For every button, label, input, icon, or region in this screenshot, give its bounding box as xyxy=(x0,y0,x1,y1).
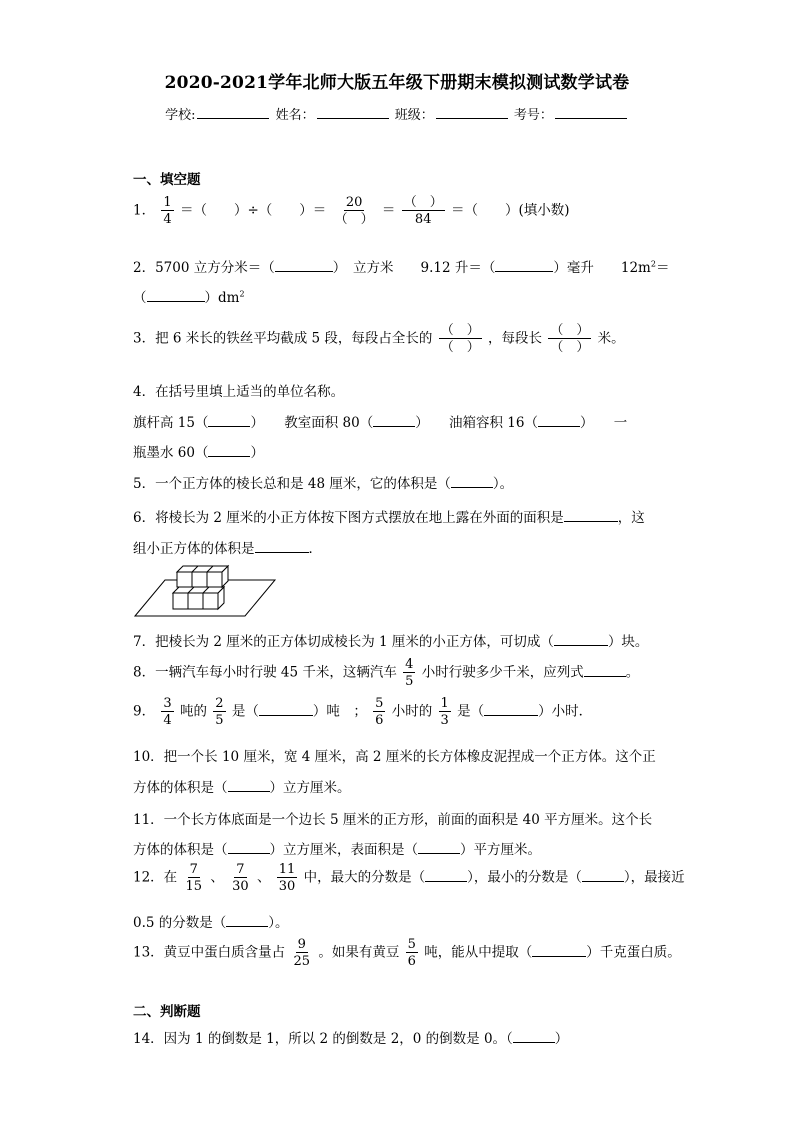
question-14 xyxy=(133,1027,568,1047)
question-2-cont xyxy=(133,286,245,306)
question-13 xyxy=(133,938,681,968)
q9-text-d: 小时的 xyxy=(391,703,433,720)
q2-superscript-2: 2 xyxy=(239,289,245,299)
q12-text-a: 12．在 xyxy=(133,869,178,886)
q5-text-b: ）。 xyxy=(492,476,514,492)
q4-item-4: ） 一 xyxy=(579,415,628,431)
q12-blank-3[interactable] xyxy=(226,914,268,927)
q4-blank-4[interactable] xyxy=(208,444,250,457)
q1-number: 1． xyxy=(133,202,156,219)
question-5 xyxy=(133,472,513,492)
q9-blank-2[interactable] xyxy=(484,703,538,716)
q13-text-a: 13．黄豆中蛋白质含量占 xyxy=(133,944,286,961)
q11-text-d: ）平方厘米。 xyxy=(460,842,541,858)
q2-text-e: ）dm xyxy=(204,290,240,306)
q2-blank-2[interactable] xyxy=(495,259,553,272)
q2-text-d: （ xyxy=(133,290,147,306)
question-4-items-cont xyxy=(133,441,264,461)
q12-fraction-3: $\frac{11}{30}$ xyxy=(278,862,296,894)
q3-text-c: 米。 xyxy=(597,330,625,347)
q6-text-c: 组小正方体的体积是 xyxy=(133,541,255,557)
question-8 xyxy=(133,658,639,688)
q1-text-1: ＝（ ）÷（ ）＝ xyxy=(179,202,327,219)
school-blank[interactable] xyxy=(197,106,269,119)
q4-item-3: ） 油箱容积 16（ xyxy=(415,415,538,431)
q9-fraction-3: $\frac{5}{6}$ xyxy=(375,696,384,728)
student-info-line xyxy=(0,104,794,123)
question-4: 4．在括号里填上适当的单位名称。 xyxy=(133,384,345,400)
q10-text-b: 方体的体积是（ xyxy=(133,780,228,796)
q3-text-b: ，每段长 xyxy=(488,330,543,347)
q9-text-a: 吨的 xyxy=(179,703,207,720)
question-12-cont xyxy=(133,911,289,931)
q2-text-c: ）毫升 12m xyxy=(553,260,651,276)
q4-blank-3[interactable] xyxy=(538,414,580,427)
q12-text-b: 中，最大的分数是（ xyxy=(303,869,426,886)
question-10: 10．把一个长 10 厘米，宽 4 厘米，高 2 厘米的长方体橡皮泥捏成一个正方体。这个正 xyxy=(133,749,656,765)
question-11-cont xyxy=(133,838,541,858)
q9-fraction-2: $\frac{2}{5}$ xyxy=(215,696,224,728)
q5-blank[interactable] xyxy=(451,475,493,488)
q14-blank[interactable] xyxy=(513,1030,555,1043)
q1-fraction-1: $\frac{1}{4}$ xyxy=(163,195,172,227)
q2-superscript-1: 2 xyxy=(650,259,656,269)
q8-text-c: 。 xyxy=(625,664,640,681)
q1-fraction-3: （ ） 84 xyxy=(403,195,443,227)
number-label: 考号： xyxy=(513,108,553,123)
question-10-cont xyxy=(133,776,351,796)
q9-blank-1[interactable] xyxy=(259,703,313,716)
exam-title: 2020-2021学年北师大版五年级下册期末模拟测试数学试卷 xyxy=(164,73,630,93)
q12-blank-2[interactable] xyxy=(582,869,624,882)
q1-text-2: ＝ xyxy=(381,202,396,219)
q2-blank-1[interactable] xyxy=(275,259,333,272)
q4-blank-2[interactable] xyxy=(373,414,415,427)
number-blank[interactable] xyxy=(555,106,627,119)
question-12 xyxy=(133,863,685,893)
q5-text-a: 5．一个正方体的棱长总和是 48 厘米，它的体积是（ xyxy=(133,476,451,492)
q13-fraction-2: $\frac{5}{6}$ xyxy=(407,937,416,969)
q7-blank[interactable] xyxy=(554,633,608,646)
q4-blank-1[interactable] xyxy=(208,414,250,427)
q12-text-e: 0.5 的分数是（ xyxy=(133,915,227,931)
q9-text-f: ）小时． xyxy=(538,703,593,720)
q13-text-c: 吨，能从中提取（ xyxy=(424,944,533,961)
q2-text-c3: ＝ xyxy=(655,260,670,276)
q14-text-b: ） xyxy=(554,1031,569,1047)
q6-text-d: ． xyxy=(308,541,322,557)
section-fill-in: 一、填空题 xyxy=(133,172,201,188)
school-label: 学校: xyxy=(165,108,196,123)
q9-fraction-1: $\frac{3}{4}$ xyxy=(163,696,172,728)
q3-fraction-1: （ ） （ ） xyxy=(440,323,480,355)
q1-text-3: ＝（ ）(填小数) xyxy=(451,202,570,219)
q9-text-b: 是（ xyxy=(231,703,259,720)
name-blank[interactable] xyxy=(317,106,389,119)
q11-text-b: 方体的体积是（ xyxy=(133,842,228,858)
q7-text-a: 7．把棱长为 2 厘米的正方体切成棱长为 1 厘米的小正方体，可切成（ xyxy=(133,634,554,650)
q9-text-c: ）吨 ； xyxy=(312,703,367,720)
q4-item-4-cont: 瓶墨水 60（ xyxy=(133,445,209,461)
name-label: 姓名： xyxy=(275,108,315,123)
q3-fraction-2: （ ） （ ） xyxy=(550,323,590,355)
q12-blank-1[interactable] xyxy=(425,869,467,882)
q12-text-c: ），最小的分数是（ xyxy=(467,869,582,886)
q8-text-b: 小时行驶多少千米，应列式 xyxy=(421,664,584,681)
q6-blank-1[interactable] xyxy=(564,509,618,522)
q12-separator-2: 、 xyxy=(256,869,271,886)
class-label: 班级： xyxy=(394,108,434,123)
q2-text-a: 2．5700 立方分米＝（ xyxy=(133,260,275,276)
question-1 xyxy=(133,196,570,226)
q8-text-a: 8．一辆汽车每小时行驶 45 千米，这辆汽车 xyxy=(133,664,397,681)
q13-fraction-1: $\frac{9}{25}$ xyxy=(293,937,311,969)
q9-text-e: 是（ xyxy=(457,703,485,720)
q11-blank-2[interactable] xyxy=(418,841,460,854)
q12-text-d: ），最接近 xyxy=(623,869,685,886)
q12-separator-1: 、 xyxy=(210,869,224,886)
q10-blank[interactable] xyxy=(228,779,270,792)
q3-text-a: 3．把 6 米长的铁丝平均截成 5 段，每段占全长的 xyxy=(133,330,433,347)
class-blank[interactable] xyxy=(436,106,508,119)
q4-item-2: ） 教室面积 80（ xyxy=(250,415,374,431)
q14-text-a: 14．因为 1 的倒数是 1，所以 2 的倒数是 2，0 的倒数是 0。（ xyxy=(133,1031,513,1047)
question-7 xyxy=(133,630,648,650)
q8-fraction: $\frac{4}{5}$ xyxy=(405,657,414,689)
question-9 xyxy=(133,697,592,727)
question-4-items xyxy=(133,411,627,431)
question-11: 11．一个长方体底面是一个边长 5 厘米的正方形，前面的面积是 40 平方厘米。这个长 xyxy=(133,812,653,828)
question-2 xyxy=(133,256,669,276)
q4-item-1: 旗杆高 15（ xyxy=(133,415,209,431)
q12-text-f: ）。 xyxy=(268,915,289,931)
q13-text-d: ）千克蛋白质。 xyxy=(586,944,681,961)
question-3 xyxy=(133,324,625,354)
q9-number: 9． xyxy=(133,703,156,720)
q12-fraction-2: $\frac{7}{30}$ xyxy=(232,862,249,894)
q11-text-c: ）立方厘米，表面积是（ xyxy=(269,842,418,858)
section-true-false: 二、判断题 xyxy=(133,1004,201,1020)
q7-text-b: ）块。 xyxy=(607,634,649,650)
q6-blank-2[interactable] xyxy=(255,540,309,553)
question-6-cont xyxy=(133,537,322,557)
q2-blank-3[interactable] xyxy=(147,289,205,302)
q2-text-b: ） 立方米 9.12 升＝（ xyxy=(332,260,496,276)
q11-blank-1[interactable] xyxy=(228,841,270,854)
q8-blank[interactable] xyxy=(584,664,626,677)
q9-fraction-4: $\frac{1}{3}$ xyxy=(440,696,449,728)
q4-text-end: ） xyxy=(250,445,264,461)
q13-blank[interactable] xyxy=(532,944,586,957)
stacked-cubes-figure xyxy=(133,560,278,620)
q12-fraction-1: $\frac{7}{15}$ xyxy=(185,862,203,894)
q10-text-c: ）立方厘米。 xyxy=(269,780,351,796)
q13-text-b: 。如果有黄豆 xyxy=(318,944,400,961)
q6-text-b: ，这 xyxy=(617,510,645,526)
question-6 xyxy=(133,506,645,526)
q1-fraction-2: 20 （ ） xyxy=(334,195,374,227)
q6-text-a: 6．将棱长为 2 厘米的小正方体按下图方式摆放在地上露在外面的面积是 xyxy=(133,510,564,526)
